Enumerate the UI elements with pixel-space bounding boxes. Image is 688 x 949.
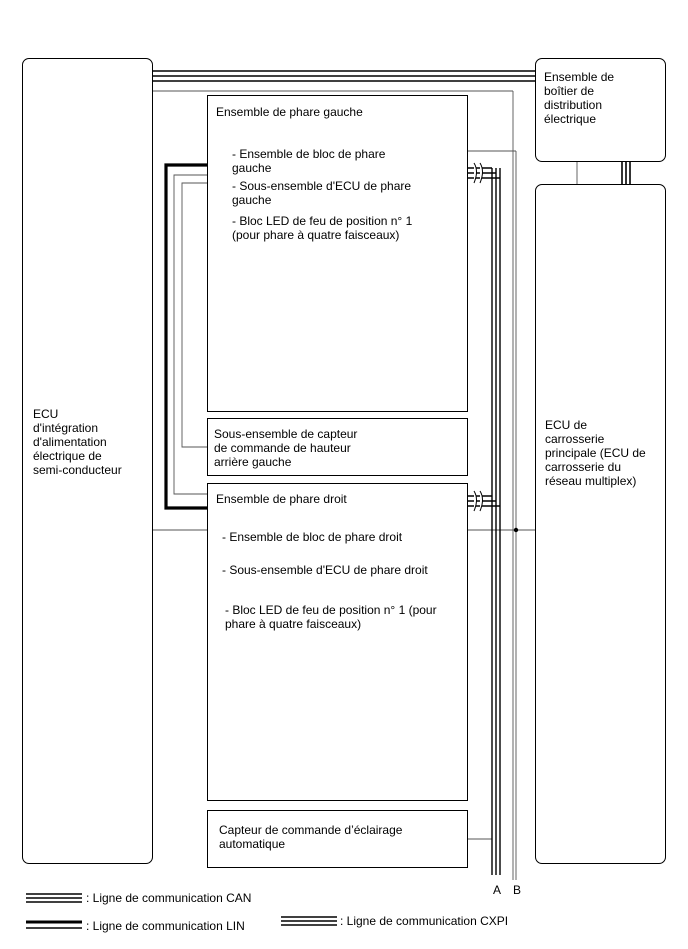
left-headlight-item-3: - Bloc LED de feu de position n° 1 (pour phare à quatre faisceaux) (232, 214, 413, 242)
main-body-ecu-label: ECU de carrosserie principale (ECU de carrosserie du réseau multiplex) (545, 418, 646, 488)
light-control-sensor-label: Capteur de commande d’éclairage automatique (219, 823, 403, 851)
junction-dot (514, 528, 518, 532)
can-line-top (152, 71, 535, 81)
light-control-sensor (207, 810, 468, 868)
legend-lin-symbol (26, 918, 82, 932)
bus-label-a: A (493, 883, 502, 897)
junction-body-link (622, 161, 630, 185)
left-headlight-title: Ensemble de phare gauche (216, 105, 363, 119)
left-headlight-item-2: - Sous-ensemble d'ECU de phare gauche (232, 179, 412, 207)
right-headlight-item-3: - Bloc LED de feu de position n° 1 (pour phare à quatre faisceaux) (225, 603, 437, 631)
right-headlight-item-1: - Ensemble de bloc de phare droit (222, 530, 403, 544)
left-headlight-item-1: - Ensemble de bloc de phare gauche (232, 147, 386, 175)
legend-can-symbol (26, 891, 82, 905)
legend-cxpi-label: : Ligne de communication CXPI (340, 914, 509, 928)
junction-box (535, 58, 666, 162)
height-sensor-label: Sous-ensemble de capteur de commande de hauteur arrière gauche (214, 427, 358, 469)
lin-line (166, 165, 207, 508)
cxpi-bus (468, 168, 500, 875)
legend-can-label: : Ligne de communication CAN (86, 891, 252, 905)
right-headlight-assembly (207, 483, 468, 801)
right-headlight-title: Ensemble de phare droit (216, 492, 347, 506)
legend-lin-label: : Ligne de communication LIN (86, 919, 245, 933)
left-headlight-assembly (207, 95, 468, 412)
height-sensor (207, 418, 468, 476)
power-integration-ecu-label: ECU d'intégration d'alimentation électrique de semi-conducteur (33, 407, 122, 477)
power-integration-ecu (22, 58, 153, 864)
right-headlight-item-2: - Sous-ensemble d'ECU de phare droit (222, 563, 428, 577)
legend-cxpi-symbol (281, 914, 337, 928)
main-body-ecu (535, 184, 666, 864)
junction-box-label: Ensemble de boîtier de distribution électrique (544, 70, 615, 126)
bus-label-b: B (513, 883, 522, 897)
break-marks (474, 163, 483, 511)
